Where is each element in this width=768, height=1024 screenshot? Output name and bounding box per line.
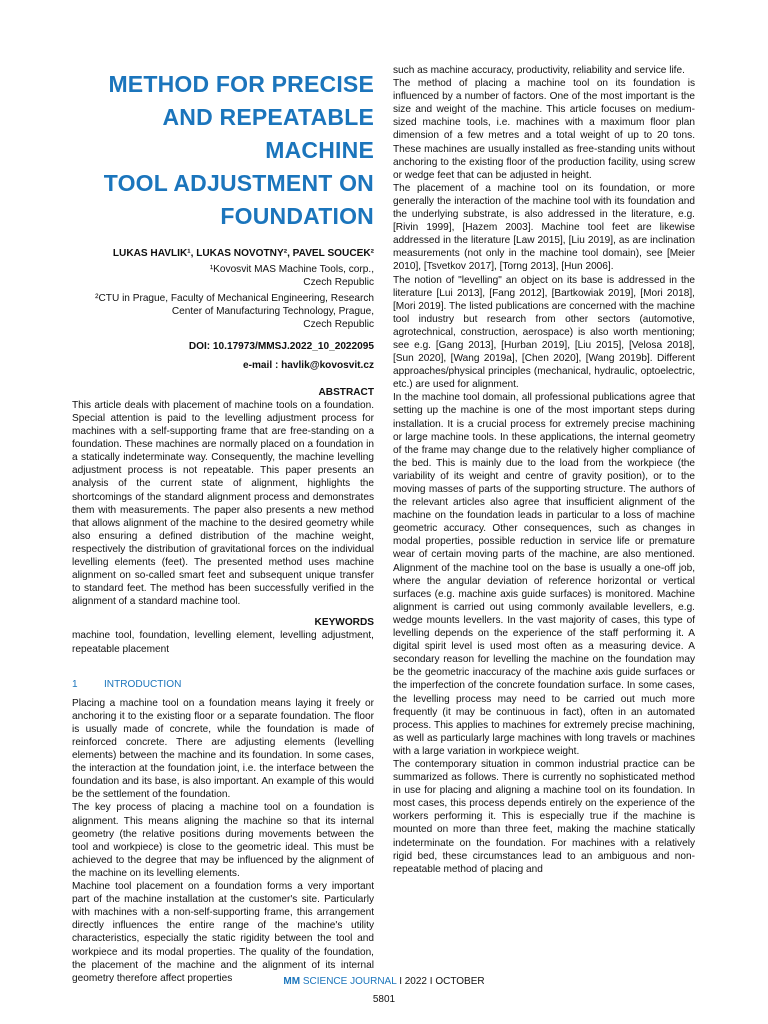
affiliation-2-line-2: Center of Manufacturing Technology, Prague, <box>171 306 374 318</box>
page-footer <box>0 975 768 1006</box>
journal-name: SCIENCE JOURNAL <box>302 976 397 987</box>
title-line-2: AND REPEATABLE MACHINE <box>162 104 374 163</box>
section-heading <box>72 678 374 691</box>
keywords-text: machine tool, foundation, levelling element, levelling adjustment, repeatable placement <box>72 630 374 655</box>
intro-paragraph-1: Placing a machine tool on a foundation means laying it freely or anchoring it to the existing floor or a separate foundation. The floor is usually made of concrete, while the foundation is made of reinforced concrete. There are adjusting elements (levelling elements) between the machine and its foundation. In some cases, the interaction at the foundation joint, i.e. the interface between the foundation and its base, is also important. An example of this would be the settlement of the foundation. <box>72 697 374 801</box>
right-paragraph-3: The placement of a machine tool on its foundation, or more generally the interaction of the machine tool with its foundation and the underlying substrate, is also addressed in the literature, e.g. [Rivin 1999], [Hazem 2003]. Machine tool feet are likewise addressed in the literature [Law 2015], [Liu 2019], as are inclination measurements (not only in the machine tool domain), see [Meier 2010], [Tsvetkov 2017], [Torng 2013], [Hun 2006]. <box>393 182 695 273</box>
abstract-text: This article deals with placement of machine tools on a foundation. Special attention is paid to the levelling adjustment process for machines with a self-supporting frame that are free-standing on a foundation. These machines are normally placed on a foundation in a statically indeterminate way. Consequently, the machine levelling adjustment process is not repeatable. This paper presents an analysis of the current state of alignment, highlights the shortcomings of the standard alignment process and demonstrates them with measurements. The paper also presents a new method that allows alignment of the machine to the desired geometry while also ensuring a defined distribution of the machine weight, respectively the distribution of gravitational forces on the individual levelling elements (feet). The presented method uses machine alignment on so-called smart feet and subsequent unique transfer to standard feet. The method has been successfully verified in the alignment of a standard machine tool. <box>72 399 374 608</box>
doi: DOI: 10.17973/MMSJ.2022_10_2022095 <box>188 340 374 352</box>
section-number: 1 <box>72 678 78 690</box>
affiliation-1-line-1: ¹Kovosvit MAS Machine Tools, corp., <box>209 264 374 276</box>
affiliation-1-line-2: Czech Republic <box>303 277 374 289</box>
left-column <box>72 64 374 985</box>
affiliation-1 <box>72 263 374 289</box>
intro-paragraph-2: The key process of placing a machine tool on a foundation is alignment. This means aligning the machine so that its internal geometry (the relative positions during movements between the tool and workpiece) is close to the geometric ideal. This must be achieved to the degree that may be influenced by the alignment of the machine on its levelling elements. <box>72 802 374 879</box>
keywords-label: KEYWORDS <box>314 617 374 629</box>
right-paragraph-4: The notion of "levelling" an object on its base is addressed in the literature [Lui 2013], [Fang 2012], [Bartkowiak 2019], [Mori 2018], [Mori 2019]. The listed publications are concerned with the machine tool industry but research from other sectors (automotive, agrotechnical, construction, aerospace) is also worth mentioning; see e.g. [Gang 2013], [Hurban 2019], [Liu 2015], [Velosa 2018], [Sun 2020], [Wang 2019a], [Chen 2020], [Wang 2019b]. Different approaches/physical principles (mechanical, hydraulic, optoelectric, etc.) are used for alignment. <box>393 274 695 391</box>
journal-logo-mm: MM <box>283 976 301 987</box>
authors: LUKAS HAVLIK¹, LUKAS NOVOTNY², PAVEL SOUCEK² <box>112 248 374 259</box>
intro-paragraph-3: Machine tool placement on a foundation forms a very important part of the machine installation at the customer's site. Particularly with machines with a non-self-supporting frame, this arrangement directly influences the entire range of the machine's utility characteristics, especially the static rigidity between the tool and workpiece and its modal properties. The quality of the foundation, the placement of the machine and the alignment of its internal geometry therefore affect properties <box>72 881 374 984</box>
journal-line <box>0 975 768 988</box>
page-number: 5801 <box>372 994 396 1005</box>
title-line-4: FOUNDATION <box>220 203 374 229</box>
section-title: INTRODUCTION <box>104 678 182 690</box>
right-paragraph-2: The method of placing a machine tool on its foundation is influenced by a number of factors. One of the most important is the size and weight of the machine. This article focuses on medium-sized machine tools, i.e. machines with a maximum floor plan dimension of a few metres and a total weight of up to 20 tons. These machines are usually installed as free-standing units without anchoring to the existing floor of the production facility, using screw or wedge feet that can be adjusted in height. <box>393 78 695 181</box>
email: e-mail : havlik@kovosvit.cz <box>242 359 374 371</box>
affiliation-2-line-3: Czech Republic <box>303 319 374 331</box>
right-paragraph-6: The contemporary situation in common industrial practice can be summarized as follows. There is currently no sophisticated method in use for placing and aligning a machine tool on its foundation. In most cases, this process depends entirely on the experience of the workers performing it. This is especially true if the machine is mounted on more than three feet, making the machine statically indeterminate on the foundation. For machines with a relatively rigid bed, these circumstances lead to an ambiguous and non-repeatable method of placing and <box>393 758 695 875</box>
paper-title <box>72 68 374 233</box>
title-line-1: METHOD FOR PRECISE <box>108 71 374 97</box>
affiliation-2-line-1: ²CTU in Prague, Faculty of Mechanical Engineering, Research <box>95 293 374 305</box>
title-line-3: TOOL ADJUSTMENT ON <box>103 170 374 196</box>
right-column <box>393 64 695 876</box>
journal-issue: I 2022 I OCTOBER <box>399 976 485 987</box>
right-paragraph-1: such as machine accuracy, productivity, reliability and service life. <box>393 65 685 76</box>
affiliation-2 <box>72 292 374 331</box>
right-paragraph-5: In the machine tool domain, all professional publications agree that setting up the machine is one of the most important steps during installation. It is a crucial process for extremely precise machining or large machine tools. In these applications, the internal geometry of the frame may change due to the relatively higher compliance of the bed. This is mainly due to the load from the workpiece (the variability of its weight and centre of gravity position), or to the moving masses of parts of the supporting structure. The authors of the relevant articles also agree that insufficient alignment of the machine on the foundation leads in particular to a loss of machine geometric accuracy. Other consequences, such as changes in modal properties, possible reduction in service life or premature wear of certain moving parts of the machine, are also mentioned. Alignment of the machine tool on the base is usually a one-off job, where the angular deviation of reference horizontal or vertical surfaces (e.g. machine axis guide surfaces) is monitored. Machine alignment is carried out using commonly available levellers, e.g. wedge mounts levellers. In the vast majority of cases, this type of levelling depends on the experience of the staff performing it. A digital spirit level is used most often as a measuring device. A secondary reason for levelling the machine on the foundation may be the geometric inaccuracy of the machine axis guide surfaces or the imperfection of the concrete foundation surface. In some cases, the levelling process may need to be carried out much more frequently (it may be continuous in fact), often in an automated process. This applies to machines for extremely precise machining, as well as particularly large machines with long travels or machines with a large variation in workpiece weight. <box>393 392 695 757</box>
abstract-label: ABSTRACT <box>318 386 374 398</box>
